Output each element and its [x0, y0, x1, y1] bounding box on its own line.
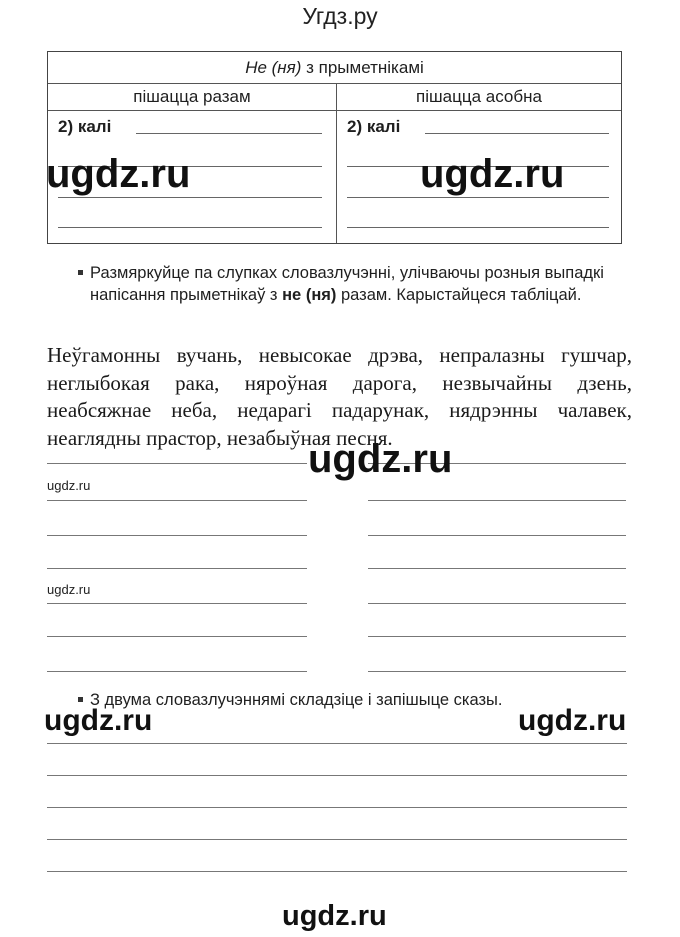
table-title [48, 52, 621, 84]
answer-line [368, 535, 626, 536]
watermark: ugdz.ru [46, 152, 191, 196]
table-title-italic: Не (ня) [245, 58, 302, 77]
instruction-part1: Размяркуйце па слупках словазлучэнні, улічваючы розныя выпадкі напісання прыметнікаў з [90, 264, 604, 304]
writing-line [47, 871, 627, 872]
answer-line [47, 671, 307, 672]
answer-line [47, 463, 307, 464]
watermark: ugdz.ru [44, 704, 153, 737]
left-fill-line [136, 133, 322, 134]
writing-line [47, 775, 627, 776]
right-fill-line [425, 133, 609, 134]
watermark: ugdz.ru [420, 152, 565, 196]
answer-line [47, 500, 307, 501]
column-header-together: пішацца разам [48, 84, 337, 111]
instruction-text: З двума словазлучэннямі складзіце і запішыце сказы. [90, 691, 503, 709]
answer-line [47, 568, 307, 569]
left-cell-label: 2) калі [58, 117, 112, 136]
left-fill-line [58, 197, 322, 198]
answer-line [368, 671, 626, 672]
answer-line [47, 535, 307, 536]
right-fill-line [347, 197, 609, 198]
answer-line [47, 636, 307, 637]
site-title: Угдз.ру [302, 3, 378, 29]
answer-line [368, 603, 626, 604]
rule-table [47, 51, 622, 244]
left-fill-line [58, 227, 322, 228]
writing-line [47, 807, 627, 808]
writing-line [47, 839, 627, 840]
right-fill-line [347, 227, 609, 228]
bullet-icon [78, 270, 83, 275]
instruction-part2: разам. Карыстайцеся табліцай. [336, 286, 582, 304]
watermark-small: ugdz.ru [47, 582, 91, 597]
answer-line [368, 500, 626, 501]
bullet-icon [78, 697, 83, 702]
instruction-distribute [90, 262, 630, 306]
watermark-small: ugdz.ru [47, 478, 91, 493]
exercise-text: Неўгамонны вучань, невысокае дрэва, непралазны гушчар, неглыбокая рака, няроўная дарога, незвычайны дзень, неабсяжнае неба, недарагі падарунак, нядрэнны чалавек, неаглядны прастор, незабыўная песня. [47, 343, 632, 450]
answer-line [368, 636, 626, 637]
watermark: ugdz.ru [282, 900, 387, 932]
answer-line [47, 603, 307, 604]
watermark: ugdz.ru [308, 437, 453, 481]
table-title-rest: з прыметнікамі [301, 58, 424, 77]
answer-line [368, 568, 626, 569]
writing-line [47, 743, 627, 744]
watermark: ugdz.ru [518, 704, 627, 737]
right-cell-label: 2) калі [347, 117, 401, 136]
column-header-separately: пішацца асобна [337, 84, 621, 111]
instruction-bold: не (ня) [282, 286, 337, 304]
